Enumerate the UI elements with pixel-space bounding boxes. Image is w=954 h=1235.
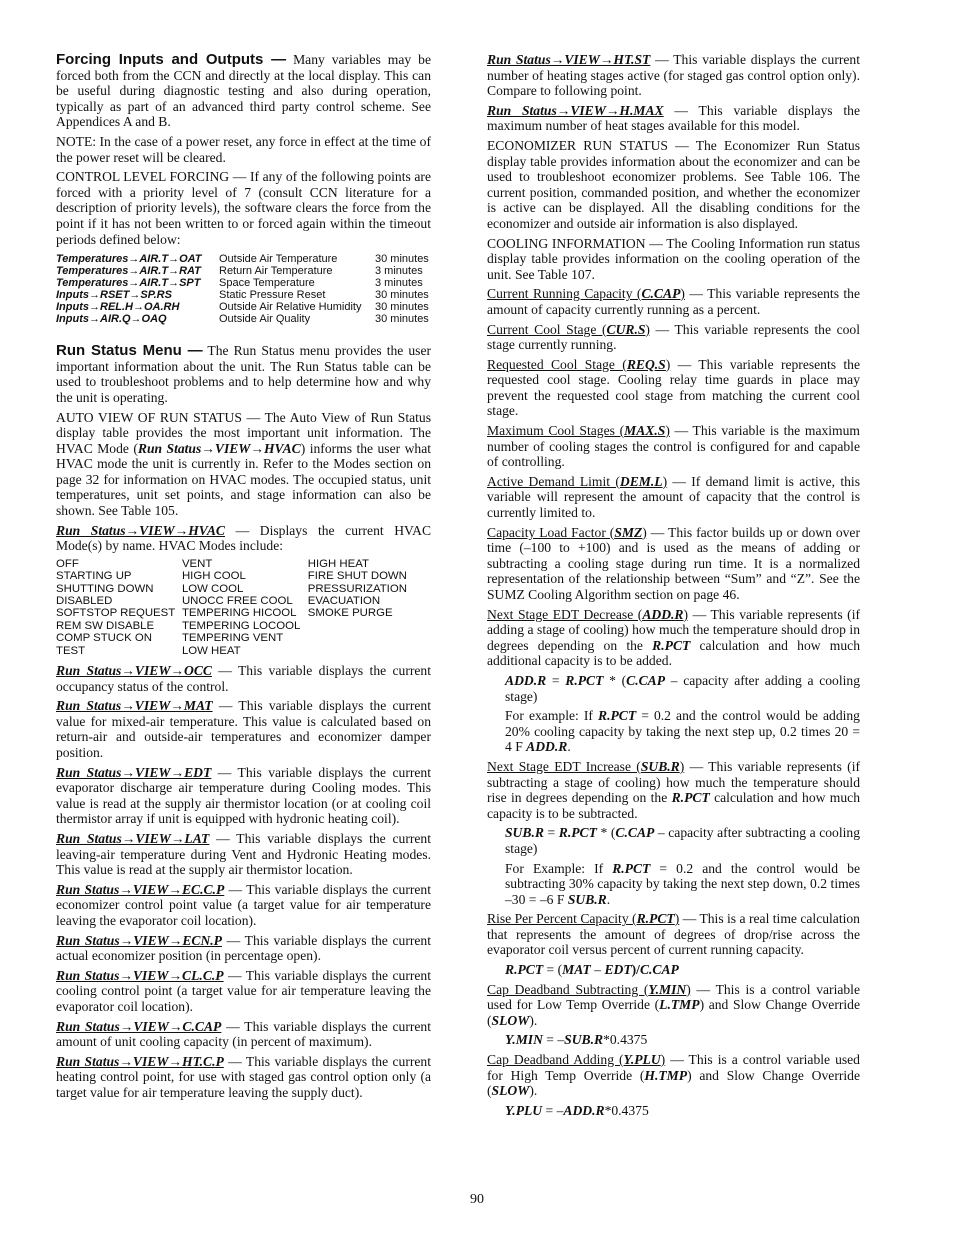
hvac-mode: STARTING UP (56, 570, 132, 583)
param-label: Next Stage EDT Increase (SUB.R) (487, 758, 685, 774)
hvac-mode: HIGH COOL (181, 570, 246, 583)
param-req-s: Requested Cool Stage (REQ.S) — This variable represents the requested cool stage. Cooling relay time guards in place may prevent the requested cool stage from matching the current cool stage. (487, 356, 860, 419)
variable-path: Run Status→VIEW→HVAC (137, 440, 301, 456)
control-level-paragraph: CONTROL LEVEL FORCING — If any of the following points are forced with a priority level of 7 (consult CCN literature for a description of priority levels), the software clears the force from the point if it has not been written to or forced again within the timeout periods defined below: (56, 169, 431, 247)
variable-paragraph (56, 933, 431, 964)
point-timeout: 30 minutes (375, 301, 429, 314)
economizer-paragraph: ECONOMIZER RUN STATUS — The Economizer Run Status display table provides information about the economizer and can be used to troubleshoot economizer problems. See Table 106. The current position, commanded position, and whether the economizer is active can be displayed. All the disabling conditions for the economizer and outside air information is also displayed. (487, 137, 860, 231)
forcing-point-row (56, 289, 429, 301)
param-cur-s: Current Cool Stage (CUR.S) — This variable represents the cool stage currently running. (487, 321, 860, 353)
variable-link[interactable]: Run Status→VIEW→H.MAX (487, 102, 664, 118)
param-r-pct: Rise Per Percent Capacity (R.PCT) — This is a real time calculation that represents the amount of degrees of drop/rise across the evaporator coil versus percent of current running capacity. (487, 911, 860, 958)
hvac-mode: FIRE SHUT DOWN (307, 570, 407, 583)
variable-paragraph (56, 1054, 431, 1101)
hvac-mode: LOW COOL (181, 582, 244, 595)
hvac-mode: SMOKE PURGE (307, 607, 393, 620)
hvac-modes-table (56, 558, 431, 657)
hvac-mode: HIGH HEAT (307, 557, 369, 570)
equation-r-pct: R.PCT = (MAT – EDT)/C.CAP (505, 962, 679, 978)
equation-y-plu: Y.PLU = –ADD.R*0.4375 (505, 1102, 649, 1118)
hvac-mode: REM SW DISABLE (56, 619, 155, 632)
variable-description: — This variable displays the current actual economizer position (in percentage open). (56, 932, 431, 964)
variable-link[interactable]: Run Status→VIEW→CL.C.P (56, 967, 224, 983)
hvac-mode (308, 620, 431, 632)
point-timeout: 3 minutes (375, 265, 423, 278)
cooling-info-paragraph: COOLING INFORMATION — The Cooling Information run status display table provides information on the cooling operation of the unit. See Table 107. (487, 235, 860, 282)
variable-link[interactable]: Run Status→VIEW→EDT (56, 764, 212, 780)
hvac-mode: TEMPERING VENT (181, 632, 284, 645)
param-label: Requested Cool Stage (REQ.S) (487, 356, 671, 372)
ht-st-paragraph: Run Status→VIEW→HT.ST — This variable displays the current number of heating stages active (for staged gas control option only). Compare to following point. (487, 52, 860, 99)
variable-link[interactable]: Run Status→VIEW→MAT (56, 698, 213, 714)
point-description: Return Air Temperature (219, 265, 333, 278)
variable-paragraph (56, 663, 431, 694)
hvac-mode: SHUTTING DOWN (56, 582, 154, 595)
page-number: 90 (470, 1192, 484, 1207)
h-max-paragraph: Run Status→VIEW→H.MAX — This variable displays the maximum number of heat stages available for this model. (487, 102, 860, 134)
variable-paragraph (56, 1019, 431, 1050)
param-y-min: Cap Deadband Subtracting (Y.MIN) — This is a control variable used for Low Temp Override (L.TMP) and Slow Change Override (SLOW). (487, 981, 860, 1028)
hvac-paragraph: Run Status→VIEW→HVAC — Displays the current HVAC Mode(s) by name. HVAC Modes include: (56, 522, 432, 554)
param-sub-r: Next Stage EDT Increase (SUB.R) — This variable represents (if subtracting a stage of cooling) how much the temperature should rise in degrees depending on the R.PCT calculation and how much capacity is to be subtracted. (487, 758, 860, 821)
forcing-point-row (56, 313, 429, 325)
right-column (487, 52, 860, 1122)
forcing-point-row (56, 253, 429, 265)
hvac-mode: DISABLED (56, 595, 113, 608)
point-description: Outside Air Relative Humidity (219, 301, 362, 314)
section-heading: Forcing Inputs and Outputs — (56, 51, 287, 68)
param-y-plu: Cap Deadband Adding (Y.PLU) — This is a control variable used for High Temp Override (H.TMP) and Slow Change Override (SLOW). (487, 1052, 860, 1099)
auto-view-paragraph: AUTO VIEW OF RUN STATUS — The Auto View of Run Status display table provides the most important unit information. The HVAC Mode (Run Status→VIEW→HVAC) informs the user what HVAC mode the unit is currently in. Refer to the Modes section on page 32 for information on HVAC modes. The occupied status, unit temperatures, unit set points, and stage information can also be shown. See Table 105. (56, 409, 431, 519)
variable-link[interactable]: Run Status→VIEW→HT.ST (487, 52, 651, 67)
hvac-mode-row (56, 595, 431, 607)
variable-paragraph (56, 698, 431, 760)
point-timeout: 30 minutes (375, 289, 429, 302)
run-status-paragraph: Run Status Menu — The Run Status menu provides the user important information about the unit. The Run Status table can be used to troubleshoot problems and to help determine how and why the unit is operating. (56, 342, 432, 405)
hvac-mode: OFF (56, 557, 79, 570)
param-label: Maximum Cool Stages (MAX.S) (487, 423, 670, 439)
note-paragraph: NOTE: In the case of a power reset, any force in effect at the time of the power reset will be cleared. (56, 133, 431, 165)
variable-link[interactable]: Run Status→VIEW→C.CAP (56, 1018, 222, 1034)
param-add-r: Next Stage EDT Decrease (ADD.R) — This variable represents (if adding a stage of cooling) how much the temperature should drop in degrees depending on the R.PCT calculation and how much additional capacity is to be added. (487, 606, 861, 669)
variable-description: — This variable displays the current occupancy status of the control. (56, 663, 431, 694)
forcing-point-row (56, 301, 429, 313)
point-timeout: 30 minutes (375, 313, 429, 326)
hvac-mode-row (56, 632, 431, 644)
param-label: Next Stage EDT Decrease (ADD.R) (487, 606, 689, 622)
equation-add-r: ADD.R = R.PCT * (C.CAP – capacity after adding a cooling stage) (505, 672, 861, 704)
hvac-mode: TEMPERING HICOOL (181, 607, 297, 620)
hvac-mode-row (56, 620, 431, 632)
variable-paragraph (56, 765, 431, 827)
variable-description: — This variable displays the current cooling control point (a target value for air temperature leaving the evaporator coil location). (56, 967, 431, 1014)
param-label: Cap Deadband Subtracting (Y.MIN) (487, 981, 691, 997)
hvac-mode (308, 645, 431, 657)
equation-sub-r: SUB.R = R.PCT * (C.CAP – capacity after subtracting a cooling stage) (505, 825, 861, 856)
variable-paragraph (56, 968, 431, 1015)
point-description: Static Pressure Reset (219, 289, 326, 302)
forcing-point-row (56, 277, 429, 289)
param-label: Current Running Capacity (C.CAP) (487, 286, 685, 302)
point-timeout: 30 minutes (375, 253, 429, 266)
hvac-mode (308, 632, 431, 644)
param-label: Current Cool Stage (CUR.S) (487, 321, 650, 337)
point-path: Temperatures→AIR.T→SPT (56, 277, 201, 290)
example-sub-r: For Example: If R.PCT = 0.2 and the control would be subtracting 30% capacity by taking the next step down, 0.2 times –30 = –6 F SUB.R. (505, 860, 860, 907)
point-path: Inputs→AIR.Q→OAQ (56, 313, 167, 326)
param-label: Capacity Load Factor (SMZ) (487, 524, 647, 540)
hvac-mode: TEMPERING LOCOOL (181, 619, 301, 632)
equation-y-min: Y.MIN = –SUB.R*0.4375 (505, 1032, 648, 1048)
variable-link[interactable]: Run Status→VIEW→LAT (56, 831, 210, 847)
left-column (56, 52, 431, 1105)
hvac-mode-row (56, 558, 431, 570)
param-label: Active Demand Limit (DEM.L) (487, 473, 668, 489)
variable-list (56, 663, 431, 1100)
variable-description: — This variable displays the current evaporator discharge air temperature during Cooling modes. This value is read at the supply air thermistor location (or at cooling coil thermistor array if unit is equipped with hydronic heating coil). (56, 764, 431, 827)
param-smz: Capacity Load Factor (SMZ) — This factor builds up or down over time (–100 to +100) and is used as the means of adding or subtracting a cooling stage during run time. It is a normalized representation of the relationship between “Sum” and “Z”. See the SUMZ Cooling Algorithm section on page 46. (487, 524, 860, 602)
variable-link[interactable]: Run Status→VIEW→OCC (56, 663, 212, 679)
variable-description: — This variable displays the current value for mixed-air temperature. This value is calculated based on return-air and outside-air temperatures and economizer damper position. (56, 698, 431, 761)
variable-description: — This variable displays the current heating control point, for use with staged gas control option only (a target value for air temperature leaving the supply duct). (56, 1053, 432, 1100)
point-path: Temperatures→AIR.T→OAT (56, 253, 202, 266)
hvac-mode-row (56, 645, 431, 657)
point-description: Space Temperature (219, 277, 315, 290)
variable-description: — This variable displays the current leaving-air temperature during Vent and Hydronic Heating modes. This value is read at the supply air thermistor location. (56, 831, 431, 878)
hvac-mode: VENT (181, 557, 213, 570)
hvac-mode: SOFTSTOP REQUEST (56, 607, 176, 620)
variable-description: — This variable displays the current economizer control point value (a target value for air temperature leaving the evaporator coil location). (56, 881, 431, 928)
point-timeout: 3 minutes (375, 277, 423, 290)
hvac-mode: LOW HEAT (181, 644, 241, 657)
hvac-mode-row (56, 570, 431, 582)
param-max-s: Maximum Cool Stages (MAX.S) — This variable is the maximum number of cooling stages the control is configured for and capable of controlling. (487, 423, 860, 470)
hvac-mode: PRESSURIZATION (307, 582, 407, 595)
param-dem-l: Active Demand Limit (DEM.L) — If demand limit is active, this variable will represent the amount of capacity that the control is currently limited to. (487, 473, 860, 521)
hvac-mode-row (56, 607, 431, 619)
variable-link[interactable]: Run Status→VIEW→EC.C.P (56, 881, 225, 897)
section-heading: Run Status Menu — (56, 342, 203, 360)
forcing-points-table (56, 253, 429, 325)
hvac-mode-row (56, 583, 431, 595)
point-description: Outside Air Quality (219, 313, 311, 326)
param-label: Rise Per Percent Capacity (R.PCT) (487, 911, 680, 927)
variable-link[interactable]: Run Status→VIEW→HVAC (56, 522, 226, 538)
point-path: Inputs→RSET→SP.RS (56, 289, 172, 302)
variable-link[interactable]: Run Status→VIEW→ECN.P (56, 932, 222, 948)
point-path: Inputs→REL.H→OA.RH (56, 301, 180, 314)
hvac-mode: COMP STUCK ON (56, 632, 152, 645)
variable-paragraph (56, 882, 431, 929)
forcing-paragraph: Forcing Inputs and Outputs — Many variables may be forced both from the CCN and directly at the local display. This can be useful during diagnostic testing and also during operation, typically as part of an advanced third party control scheme. See Appendices A and B. (56, 51, 431, 130)
point-description: Outside Air Temperature (219, 253, 338, 266)
variable-description: — This variable displays the current amount of unit cooling capacity (in percent of maximum). (56, 1018, 431, 1050)
variable-link[interactable]: Run Status→VIEW→HT.C.P (56, 1053, 224, 1069)
hvac-mode: TEST (56, 644, 86, 657)
variable-paragraph (56, 831, 431, 878)
param-c-cap: Current Running Capacity (C.CAP) — This variable represents the amount of capacity currently running as a percent. (487, 286, 861, 317)
hvac-mode: EVACUATION (307, 595, 381, 608)
forcing-point-row (56, 265, 429, 277)
point-path: Temperatures→AIR.T→RAT (56, 265, 201, 278)
param-label: Cap Deadband Adding (Y.PLU) (487, 1052, 666, 1068)
hvac-mode: UNOCC FREE COOL (181, 595, 293, 608)
example-add-r: For example: If R.PCT = 0.2 and the control would be adding 20% cooling capacity by taking the next step up, 0.2 times 20 = 4 F ADD.R. (505, 708, 860, 755)
